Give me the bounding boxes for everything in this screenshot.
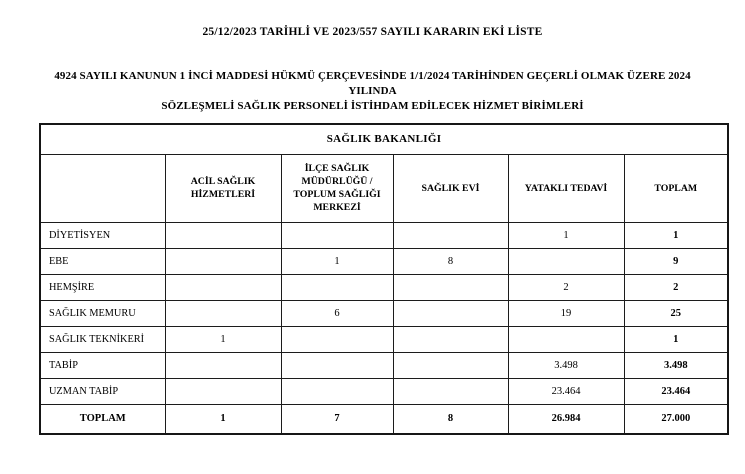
cell-yatakli: 2 bbox=[508, 274, 624, 300]
row-label: EBE bbox=[40, 248, 165, 274]
total-ilce: 7 bbox=[281, 404, 393, 434]
cell-acil bbox=[165, 248, 281, 274]
cell-saglik-evi bbox=[393, 352, 508, 378]
cell-toplam: 2 bbox=[624, 274, 728, 300]
cell-toplam: 25 bbox=[624, 300, 728, 326]
cell-saglik-evi bbox=[393, 378, 508, 404]
table-row bbox=[40, 300, 728, 326]
cell-acil bbox=[165, 300, 281, 326]
cell-saglik-evi bbox=[393, 222, 508, 248]
cell-saglik-evi bbox=[393, 274, 508, 300]
cell-yatakli bbox=[508, 326, 624, 352]
personnel-table bbox=[39, 123, 729, 435]
header-ilce: İLÇE SAĞLIK MÜDÜRLÜĞÜ / TOPLUM SAĞLIĞI MERKEZİ bbox=[281, 154, 393, 222]
cell-yatakli: 3.498 bbox=[508, 352, 624, 378]
row-label: DİYETİSYEN bbox=[40, 222, 165, 248]
row-label: SAĞLIK TEKNİKERİ bbox=[40, 326, 165, 352]
cell-acil bbox=[165, 222, 281, 248]
table-row bbox=[40, 378, 728, 404]
cell-ilce bbox=[281, 326, 393, 352]
cell-toplam: 23.464 bbox=[624, 378, 728, 404]
header-acil: ACİL SAĞLIK HİZMETLERİ bbox=[165, 154, 281, 222]
cell-saglik-evi: 8 bbox=[393, 248, 508, 274]
table-title: SAĞLIK BAKANLIĞI bbox=[40, 124, 728, 154]
cell-ilce bbox=[281, 274, 393, 300]
document-subtitle-line1: 4924 SAYILI KANUNUN 1 İNCİ MADDESİ HÜKMÜ ÇERÇEVESİNDE 1/1/2024 TARİHİNDEN GEÇERLİ OLMAK ÜZERE 2024 YILINDA bbox=[54, 70, 691, 97]
cell-yatakli: 23.464 bbox=[508, 378, 624, 404]
table-header-row bbox=[40, 154, 728, 222]
cell-toplam: 1 bbox=[624, 222, 728, 248]
total-acil: 1 bbox=[165, 404, 281, 434]
total-saglik-evi: 8 bbox=[393, 404, 508, 434]
cell-toplam: 1 bbox=[624, 326, 728, 352]
cell-yatakli bbox=[508, 248, 624, 274]
row-label: UZMAN TABİP bbox=[40, 378, 165, 404]
table-row bbox=[40, 274, 728, 300]
header-toplam: TOPLAM bbox=[624, 154, 728, 222]
table-row bbox=[40, 352, 728, 378]
header-corner-cell bbox=[40, 154, 165, 222]
cell-toplam: 3.498 bbox=[624, 352, 728, 378]
row-label: TABİP bbox=[40, 352, 165, 378]
total-yatakli: 26.984 bbox=[508, 404, 624, 434]
total-toplam: 27.000 bbox=[624, 404, 728, 434]
cell-ilce bbox=[281, 378, 393, 404]
cell-acil bbox=[165, 352, 281, 378]
cell-toplam: 9 bbox=[624, 248, 728, 274]
cell-yatakli: 1 bbox=[508, 222, 624, 248]
cell-ilce: 1 bbox=[281, 248, 393, 274]
cell-acil bbox=[165, 378, 281, 404]
cell-saglik-evi bbox=[393, 326, 508, 352]
document-title: 25/12/2023 TARİHLİ VE 2023/557 SAYILI KARARIN EKİ LİSTE bbox=[202, 26, 543, 38]
cell-acil bbox=[165, 274, 281, 300]
table-row bbox=[40, 326, 728, 352]
cell-saglik-evi bbox=[393, 300, 508, 326]
cell-ilce: 6 bbox=[281, 300, 393, 326]
header-yatakli: YATAKLI TEDAVİ bbox=[508, 154, 624, 222]
table-total-row bbox=[40, 404, 728, 434]
total-row-label: TOPLAM bbox=[40, 404, 165, 434]
document-subtitle-line2: SÖZLEŞMELİ SAĞLIK PERSONELİ İSTİHDAM EDİLECEK HİZMET BİRİMLERİ bbox=[161, 100, 584, 112]
cell-acil: 1 bbox=[165, 326, 281, 352]
cell-yatakli: 19 bbox=[508, 300, 624, 326]
document-subtitle bbox=[43, 69, 703, 114]
table-row bbox=[40, 248, 728, 274]
header-saglik-evi: SAĞLIK EVİ bbox=[393, 154, 508, 222]
cell-ilce bbox=[281, 352, 393, 378]
cell-ilce bbox=[281, 222, 393, 248]
row-label: SAĞLIK MEMURU bbox=[40, 300, 165, 326]
table-title-row bbox=[40, 124, 728, 154]
row-label: HEMŞİRE bbox=[40, 274, 165, 300]
table-row bbox=[40, 222, 728, 248]
